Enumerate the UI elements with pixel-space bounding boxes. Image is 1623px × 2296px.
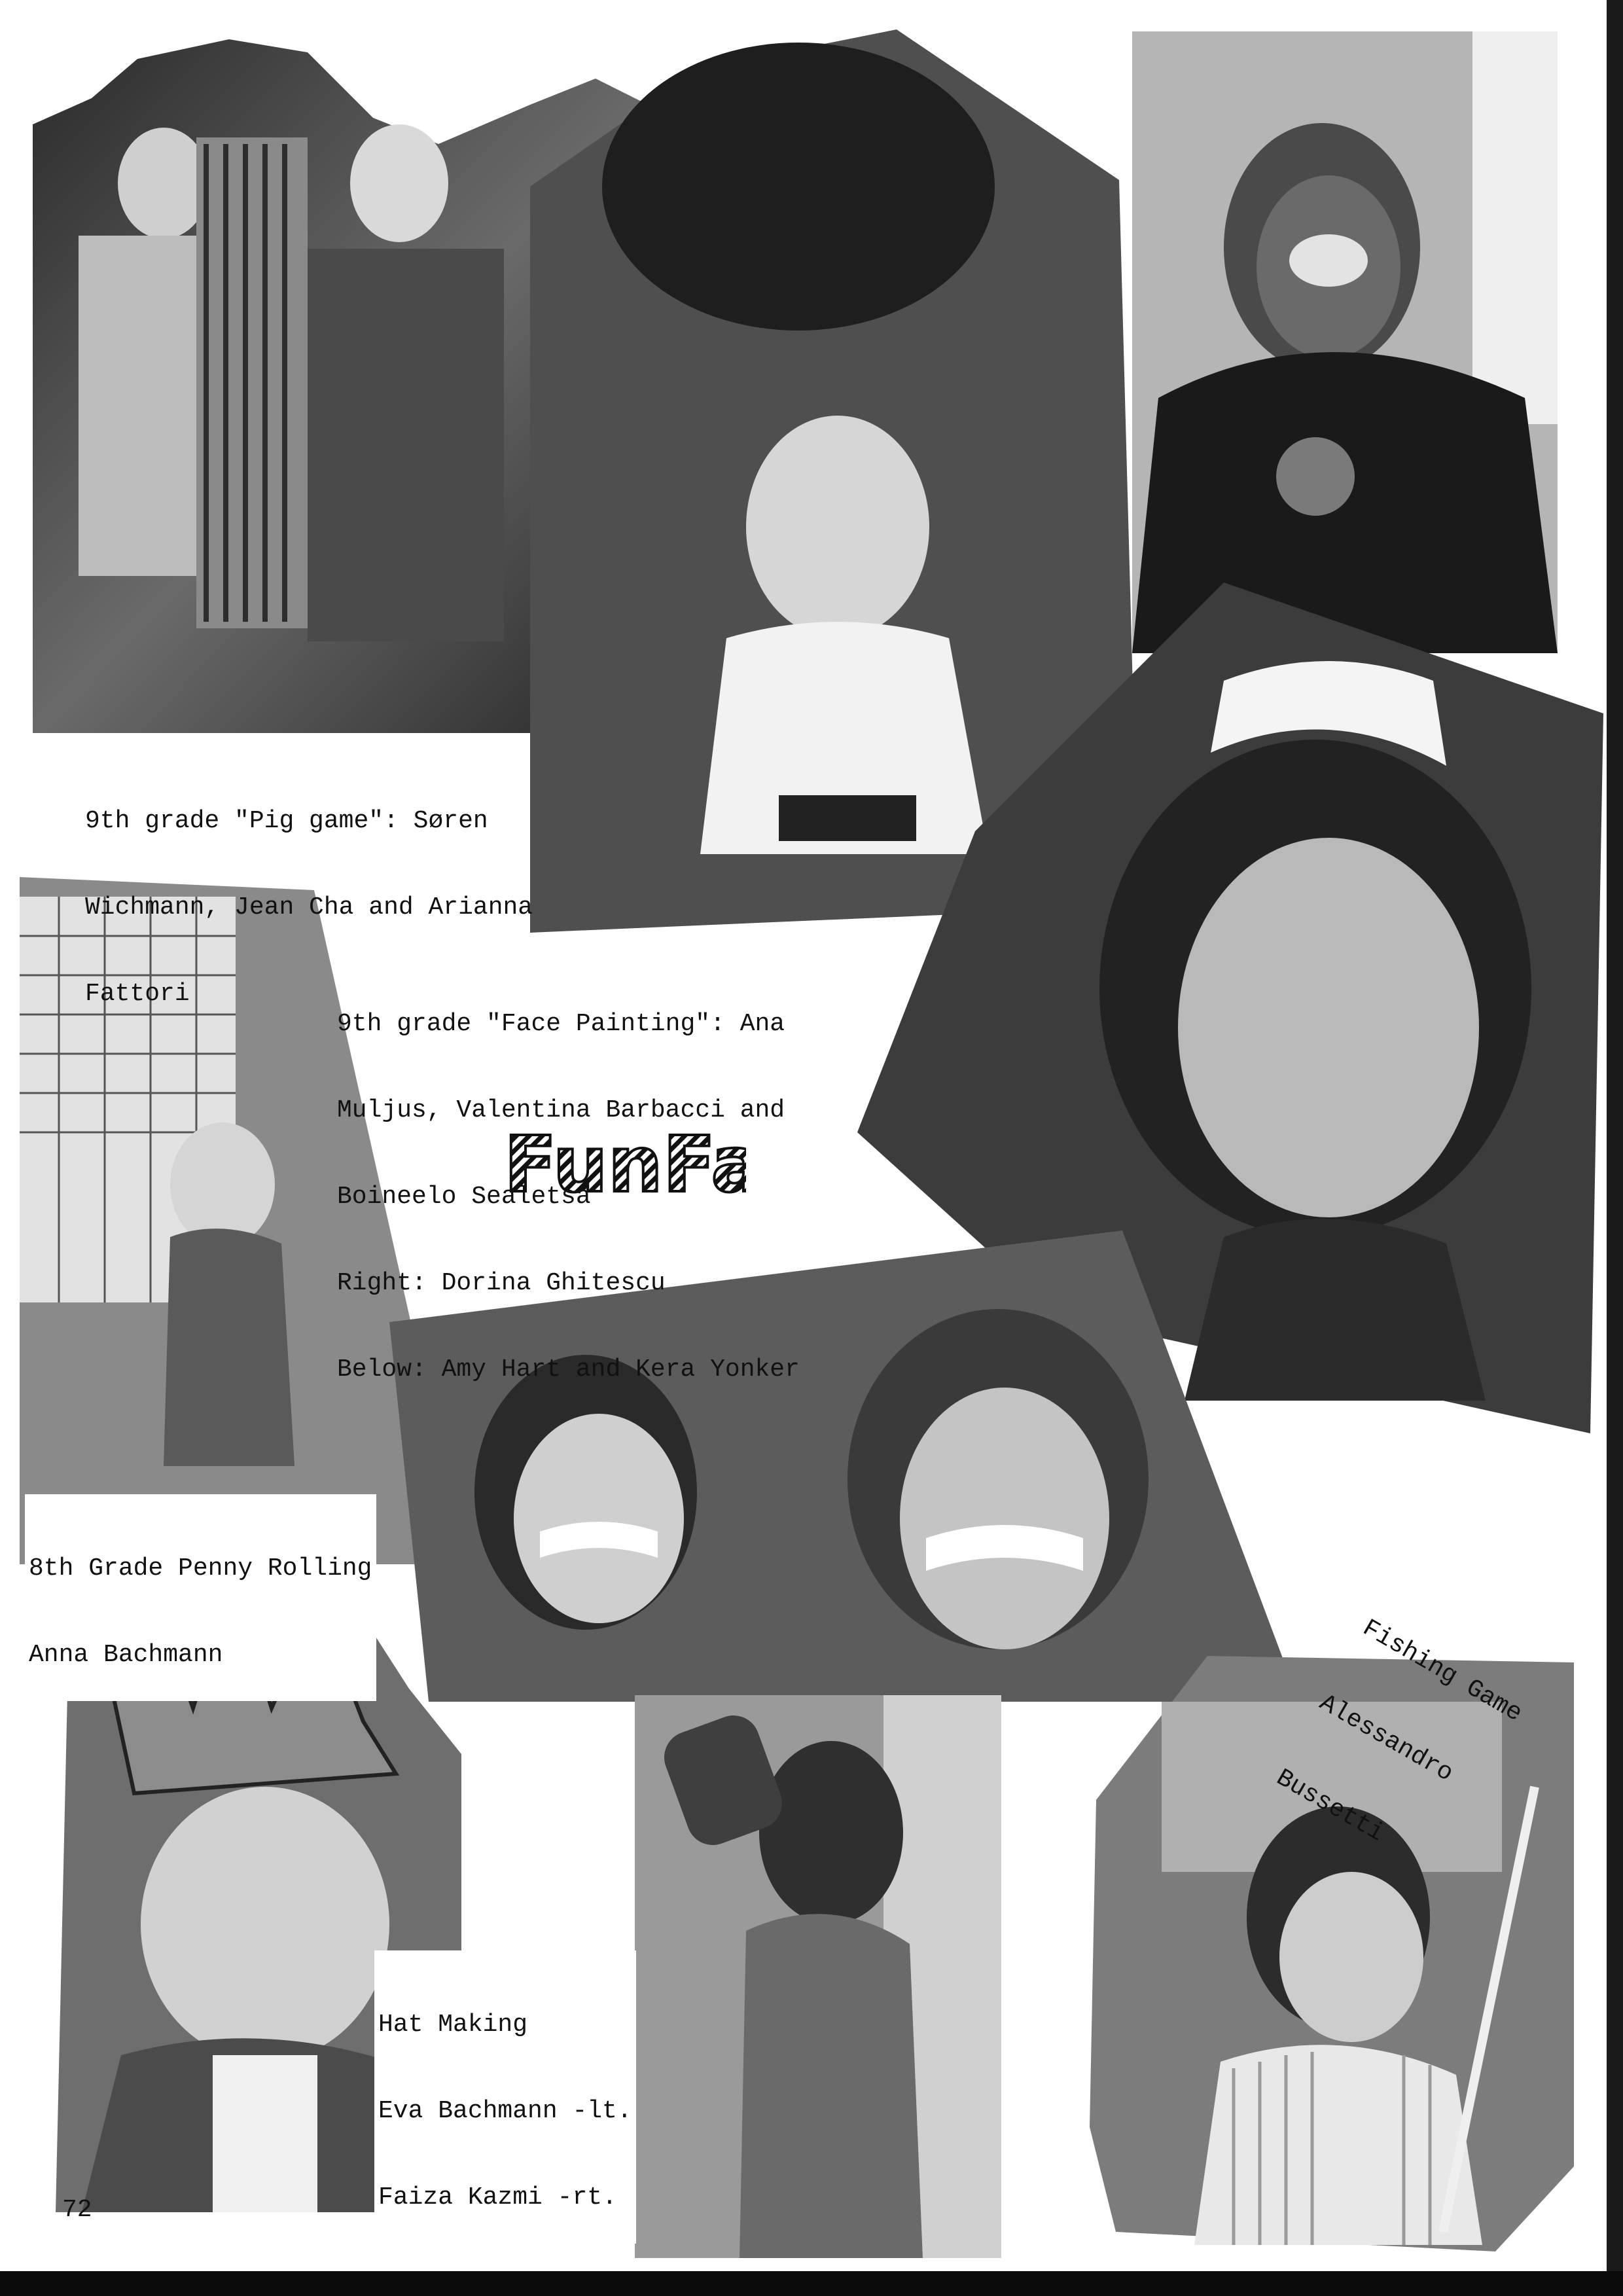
caption-hat-making-line-2: Eva Bachmann -lt.	[378, 2097, 632, 2125]
caption-hat-making-line-1: Hat Making	[378, 2011, 528, 2039]
caption-face-painting-line-2: Muljus, Valentina Barbacci and	[337, 1096, 785, 1124]
caption-pig-game-line-3: Fattori	[85, 980, 190, 1008]
svg-text:FunFair: FunFa	[504, 1119, 746, 1210]
caption-fishing-game-line-2: Alessandro	[1314, 1689, 1458, 1788]
caption-fishing-game-line-3: Bussetti	[1271, 1763, 1389, 1848]
caption-penny-rolling-line-1: 8th Grade Penny Rolling	[29, 1554, 372, 1583]
caption-face-painting-line-5: Below: Amy Hart and Kera Yonker	[337, 1355, 800, 1384]
caption-face-painting-line-4: Right: Dorina Ghitescu	[337, 1269, 666, 1297]
caption-penny-rolling-line-2: Anna Bachmann	[29, 1641, 223, 1669]
funfair-logo	[497, 1113, 746, 1217]
caption-fishing-game-line-1: Fishing Game	[1357, 1614, 1527, 1729]
caption-hat-making	[374, 1950, 636, 2244]
page-number: 72	[62, 2196, 92, 2224]
caption-hat-making-line-3: Faiza Kazmi -rt.	[378, 2183, 617, 2212]
scan-edge-right	[1607, 0, 1623, 2296]
photo-apple-girl	[1132, 31, 1558, 653]
photo-apple-girl-image	[1132, 31, 1558, 653]
photo-drinking	[635, 1695, 1001, 2258]
caption-face-painting-line-1: 9th grade "Face Painting": Ana	[337, 1010, 785, 1038]
caption-penny-rolling	[25, 1494, 376, 1701]
funfair-logo-art	[497, 1113, 746, 1217]
photo-drinking-image	[635, 1695, 1001, 2258]
scan-edge-bottom	[0, 2271, 1623, 2296]
caption-pig-game-line-1: 9th grade "Pig game": Søren	[85, 807, 488, 835]
caption-face-painting-line-3: Boineelo Sealetsa	[337, 1183, 591, 1211]
caption-pig-game-line-2: Wichmann, Jean Cha and Arianna	[85, 893, 533, 922]
